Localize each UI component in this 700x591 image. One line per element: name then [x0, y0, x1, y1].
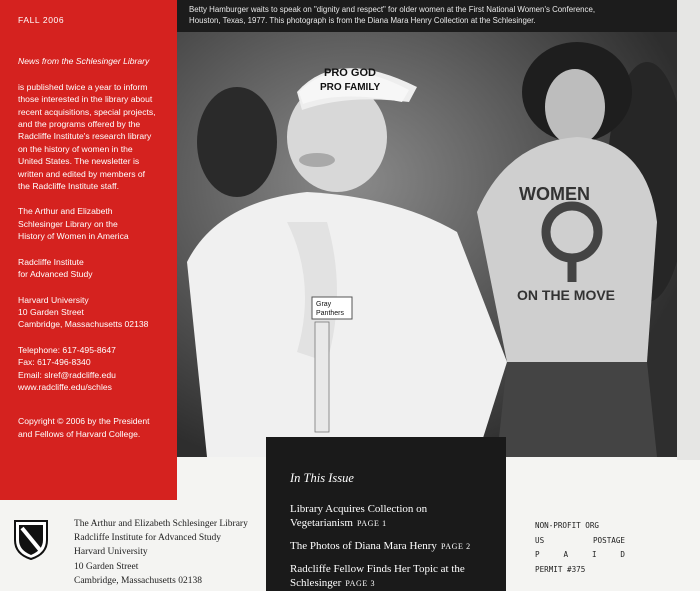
address-line: Radcliffe Institute for Advanced Study [74, 533, 222, 544]
intro-paragraph [18, 55, 165, 67]
email-link[interactable]: Email: slref@radcliffe.edu [18, 369, 116, 380]
harvard-shield-icon [14, 520, 48, 560]
intro-line: is published twice a year to inform [18, 81, 148, 92]
caption-line: Betty Hamburger waits to speak on "dignity and respect" for older women at the First National Women's Conference, [189, 5, 596, 14]
postage-nonprofit: NON-PROFIT ORG [535, 521, 600, 530]
postage-us-postage: US POSTAGE [535, 535, 625, 545]
masthead-sidebar [0, 0, 177, 500]
institute-line: Radcliffe Institute [18, 256, 84, 267]
shirt-text-women: WOMEN [519, 184, 590, 204]
right-woman-shirt [477, 137, 657, 362]
newsletter-title: News from the Schlesinger Library [18, 56, 150, 67]
cover-photo-illustration [177, 32, 677, 457]
caption-line: Houston, Texas, 1977. This photograph is from the Diana Mara Henry Collection at the Schlesinger. [189, 16, 536, 25]
intro-line: United States. The newsletter is [18, 156, 140, 167]
ribbon [315, 322, 329, 432]
return-address [74, 517, 248, 588]
intro-line: written and edited by members of [18, 168, 146, 179]
postage-indicia [535, 519, 625, 577]
intro-line: those interested in the library about [18, 94, 153, 105]
intro-line: and the programs offered by the [18, 119, 141, 130]
hat-text-pro-family: PRO FAMILY [320, 82, 381, 93]
toc-item-diana-mara-henry[interactable]: The Photos of Diana Mara Henry PAGE 2 [290, 540, 471, 552]
website-link[interactable]: www.radcliffe.edu/schles [18, 381, 112, 392]
library-line: Schlesinger Library on the [18, 218, 118, 229]
toc-item-vegetarianism[interactable]: Library Acquires Collection on Vegetarianism PAGE 1 [290, 503, 428, 529]
intro-line: recent acquisitions, special projects, [18, 106, 156, 117]
harvard-line: Harvard University [18, 294, 89, 305]
issue-season: FALL 2006 [18, 15, 65, 25]
address-line: Harvard University [74, 547, 148, 558]
postage-permit: PERMIT #375 [535, 564, 586, 574]
svg-text:Gray: Gray [316, 301, 332, 308]
harvard-line: 10 Garden Street [18, 306, 84, 317]
telephone: Telephone: 617-495-8647 [18, 344, 116, 355]
intro-line: on the history of women in the [18, 143, 133, 154]
institute-line: for Advanced Study [18, 269, 93, 280]
address-line: The Arthur and Elizabeth Schlesinger Library [74, 519, 248, 529]
hat-text-pro-god: PRO GOD [324, 67, 376, 79]
intro-line: Radcliffe Institute's research library [18, 131, 152, 142]
copyright-line: Copyright © 2006 by the President [18, 416, 150, 427]
address-line: 10 Garden Street [74, 561, 139, 572]
address-line: Cambridge, Massachusetts 02138 [74, 575, 202, 586]
toc-page: PAGE 3 [345, 579, 376, 588]
toc-title: In This Issue [290, 471, 354, 485]
page-edge [677, 0, 700, 460]
cover-photo [177, 32, 677, 457]
toc-item-radcliffe-fellow[interactable]: Radcliffe Fellow Finds Her Topic at the Schlesinger PAGE 3 [290, 563, 465, 589]
right-woman-face [545, 69, 605, 145]
intro-line: the Radcliffe Institute staff. [18, 181, 119, 192]
postage-paid: P A I D [535, 550, 625, 559]
copyright-line: and Fellows of Harvard College. [18, 428, 141, 439]
fax: Fax: 617-496-8340 [18, 357, 91, 368]
library-line: The Arthur and Elizabeth [18, 206, 113, 217]
photo-caption [177, 0, 677, 32]
toc-page: PAGE 1 [356, 519, 387, 528]
toc-page: PAGE 2 [440, 542, 471, 551]
in-this-issue-box [266, 437, 506, 591]
shirt-text-move: ON THE MOVE [517, 287, 616, 303]
harvard-line: Cambridge, Massachusetts 02138 [18, 319, 149, 330]
svg-text:Panthers: Panthers [316, 310, 345, 317]
library-line: History of Women in America [18, 231, 129, 242]
